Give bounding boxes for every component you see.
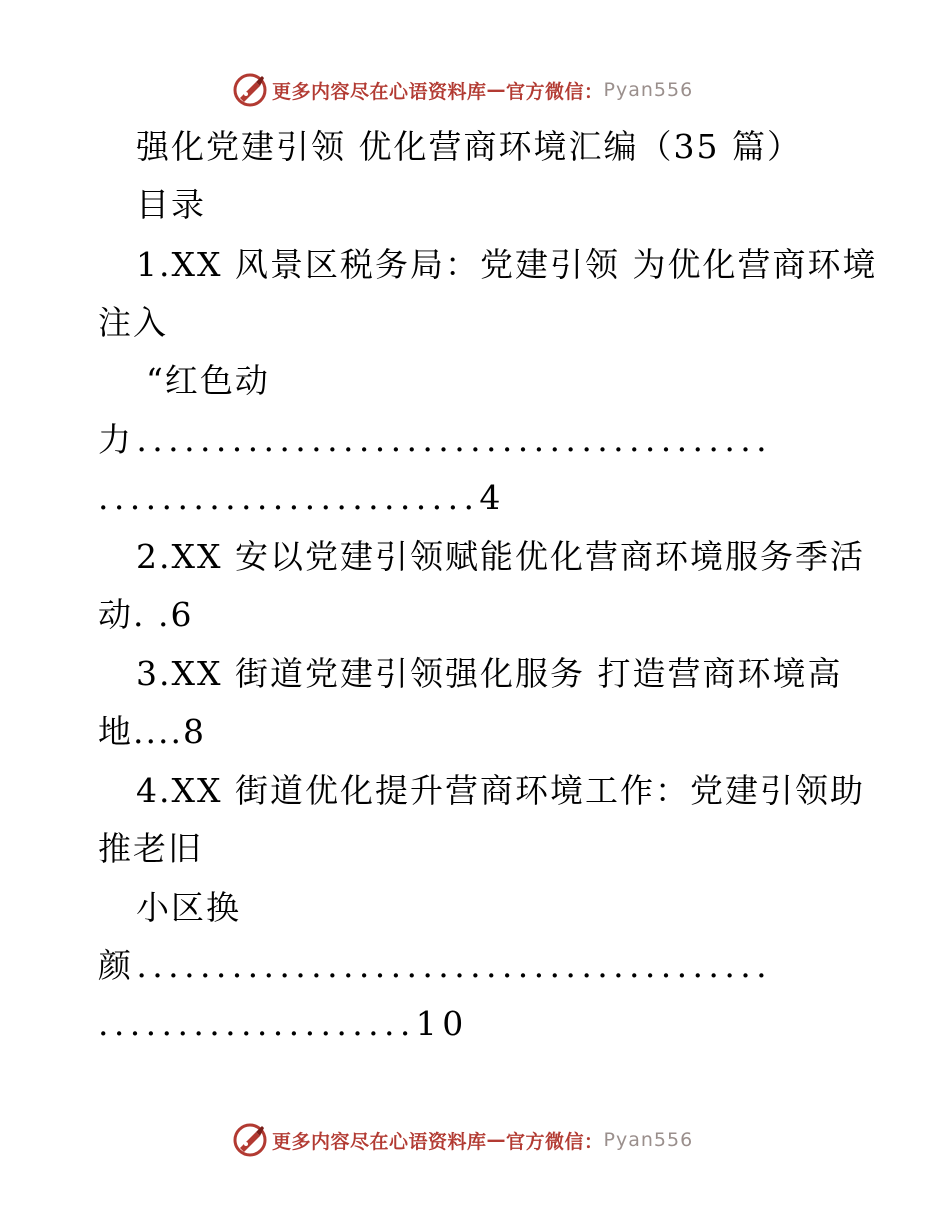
toc-entry-1-line-1: 1.XX 风景区税务局：党建引领 为优化营商环境 — [136, 245, 878, 284]
toc-entry-4-line-3: 小区换 — [136, 888, 241, 927]
toc-entry-4-line-1: 4.XX 街道优化提升营商环境工作：党建引领助 — [136, 771, 865, 810]
banner-main-text: 更多内容尽在心语资料库 — [272, 80, 487, 103]
toc-entry-1-line-2: 注入 — [98, 303, 168, 342]
pen-logo-icon — [232, 72, 268, 108]
banner-official-label: 官方微信： — [506, 80, 604, 103]
toc-entry-3-line-1: 3.XX 街道党建引领强化服务 打造营商环境高 — [136, 654, 843, 693]
toc-entry-4-leader-2: ....................10 — [98, 1004, 469, 1043]
toc-entry-1-leader-2: ........................4 — [98, 478, 506, 517]
toc-heading: 目录 — [136, 185, 206, 224]
banner-dash: — — [486, 1129, 507, 1151]
toc-entry-3-line-2: 地....8 — [98, 712, 206, 751]
banner-main-text: 更多内容尽在心语资料库 — [272, 1130, 487, 1153]
toc-entry-4-leader-1: 颜........................................ — [98, 946, 772, 985]
document-title: 强化党建引领 优化营商环境汇编（35 篇） — [136, 127, 802, 166]
banner-account: Pyan556 — [603, 79, 694, 101]
toc-entry-1-leader-1: 力........................................ — [98, 420, 772, 459]
toc-entry-4-line-2: 推老旧 — [98, 829, 203, 868]
toc-entry-2-line-1: 2.XX 安以党建引领赋能优化营商环境服务季活 — [136, 537, 865, 576]
footer-watermark-banner — [232, 1120, 693, 1160]
banner-dash: — — [486, 79, 507, 101]
banner-account: Pyan556 — [603, 1129, 694, 1151]
toc-entry-2-line-2: 动. .6 — [98, 595, 194, 634]
toc-entry-1-line-3: “红色动 — [146, 361, 270, 400]
banner-official-label: 官方微信： — [506, 1130, 604, 1153]
pen-logo-icon — [232, 1122, 268, 1158]
header-watermark-banner — [232, 70, 693, 110]
